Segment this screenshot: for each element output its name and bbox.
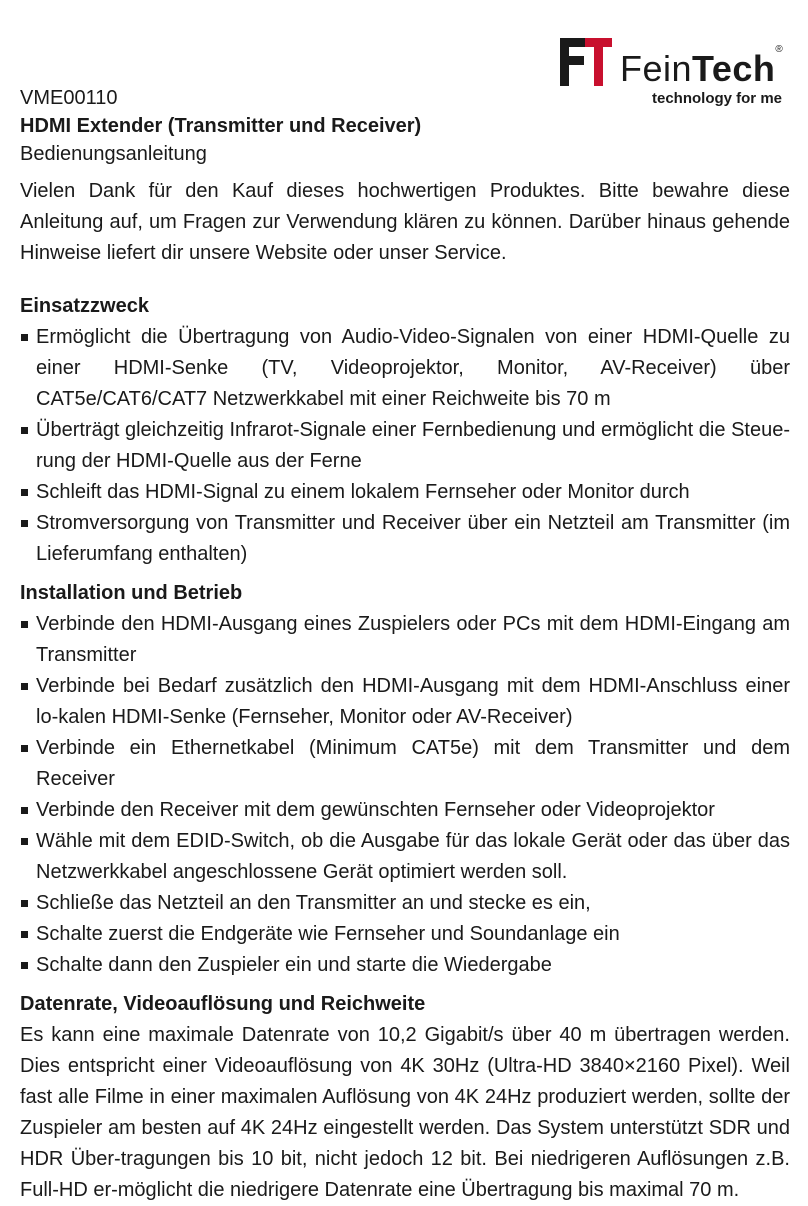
list-item: Verbinde den Receiver mit dem gewünschten Fernseher oder Videoprojektor [20,795,790,826]
brand-name-bold: Tech [692,48,776,89]
list-item: Ermöglicht die Übertragung von Audio-Video-Signalen von einer HDMI-Quelle zu einer HDMI-Senke (TV, Videoprojektor, Monitor, AV-Receiver) über CAT5e/CAT6/CAT7 Netzwerkkabel mit einer Reichweite bis 70 m [20,322,790,415]
datenrate-paragraph: Es kann eine maximale Datenrate von 10,2 Gigabit/s über 40 m übertragen werden. Dies entspricht einer Videoauflösung von 4K 30Hz (Ultra-HD 3840×2160 Pixel). Weil fast alle Filme in einer maximalen Auflösung von 4K 24Hz produziert werden, sollte der Zuspieler am besten auf 4K 24Hz eingestellt werden. Das System unterstützt SDR und HDR Über-tragungen bis 10 bit, nicht jedoch 12 bit. Bei niedrigeren Auflösungen z.B. Full-HD er-möglicht die niedrigere Datenrate eine Übertragung bis maximal 70 m. [20,1024,790,1201]
einsatzzweck-list [20,322,790,570]
list-item: Verbinde ein Ethernetkabel (Minimum CAT5e) mit dem Transmitter und dem Receiver [20,733,790,795]
document-id: VME00110 [20,87,118,109]
brand-name-light: Fein [620,48,693,89]
list-item: Wähle mit dem EDID-Switch, ob die Ausgabe für das lokale Gerät oder das über das Netzwerkkabel angeschlossene Gerät optimiert werden soll. [20,826,790,888]
installation-list [20,609,790,981]
document-header [20,84,580,168]
document-subtitle: Bedienungsanleitung [20,143,207,165]
brand-logo [558,34,788,109]
section-heading-datenrate: Datenrate, Videoauflösung und Reichweite [20,993,426,1015]
list-item: Stromversorgung von Transmitter und Receiver über ein Netzteil am Transmitter (im Lieferumfang enthalten) [20,508,790,570]
document-content [20,176,790,1206]
feintech-ft-logo-icon [558,34,614,90]
list-item: Verbinde den HDMI-Ausgang eines Zuspielers oder PCs mit dem HDMI-Eingang am Transmitter [20,609,790,671]
list-item: Schließe das Netzteil an den Transmitter an und stecke es ein, [20,888,790,919]
list-item: Schleift das HDMI-Signal zu einem lokalem Fernseher oder Monitor durch [20,477,790,508]
list-item: Schalte dann den Zuspieler ein und starte die Wiedergabe [20,950,790,981]
document-title: HDMI Extender (Transmitter und Receiver) [20,115,422,137]
section-heading-einsatzzweck: Einsatzzweck [20,295,149,317]
list-item: Schalte zuerst die Endgeräte wie Fernseher und Soundanlage ein [20,919,790,950]
section-heading-installation: Installation und Betrieb [20,582,243,604]
brand-name [620,44,784,90]
registered-mark: ® [775,44,784,55]
list-item: Verbinde bei Bedarf zusätzlich den HDMI-Ausgang mit dem HDMI-Anschluss einer lo-kalen HDMI-Senke (Fernseher, Monitor oder AV-Receiver) [20,671,790,733]
brand-tagline: technology for me [651,90,782,107]
list-item: Überträgt gleichzeitig Infrarot-Signale einer Fernbedienung und ermöglicht die Steue-rung der HDMI-Quelle aus der Ferne [20,415,790,477]
intro-paragraph: Vielen Dank für den Kauf dieses hochwertigen Produktes. Bitte bewahre diese Anleitung auf, um Fragen zur Verwendung klären zu können. Darüber hinaus gehende Hinweise liefert dir unsere Website oder unser Service. [20,180,790,264]
